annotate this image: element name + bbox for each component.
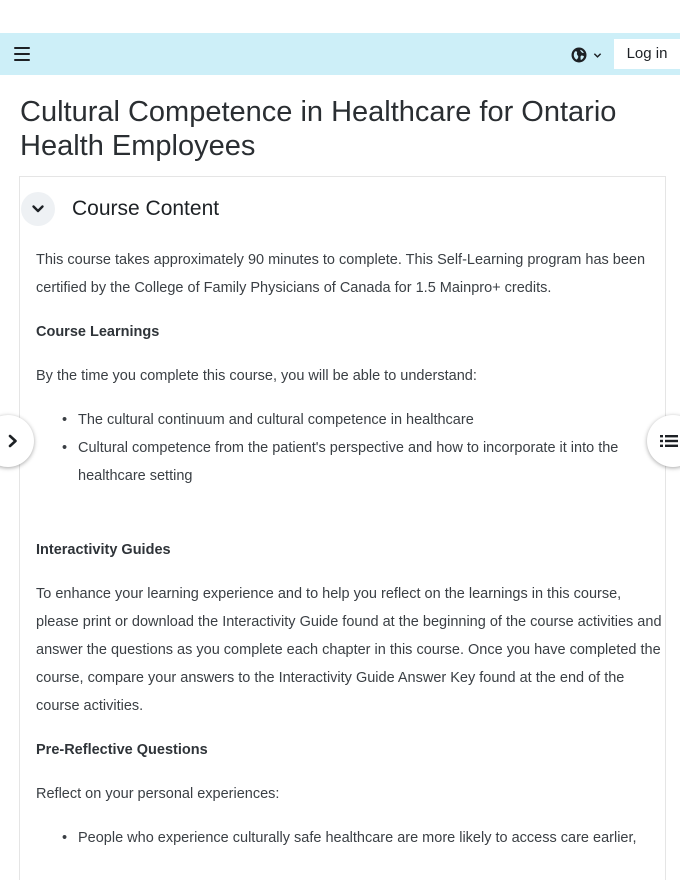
learnings-heading: Course Learnings (36, 324, 160, 340)
language-menu[interactable] (571, 45, 602, 65)
hamburger-icon[interactable] (14, 47, 30, 61)
globe-icon (571, 47, 587, 63)
list-item: • People who experience culturally safe healthcare are more likely to access care earlier, (78, 824, 666, 852)
collapse-section-button[interactable] (21, 192, 55, 226)
learnings-list (78, 406, 666, 490)
prereflective-heading: Pre-Reflective Questions (36, 742, 208, 758)
login-button[interactable]: Log in (614, 39, 680, 69)
section-summary (36, 246, 666, 852)
guides-heading: Interactivity Guides (36, 542, 171, 558)
list-icon (660, 434, 678, 448)
page-title: Cultural Competence in Healthcare for Ontario Health Employees (20, 96, 617, 162)
learnings-lead: By the time you complete this course, you will be able to understand: (36, 368, 477, 384)
list-item: • The cultural continuum and cultural competence in healthcare (78, 406, 666, 434)
prereflective-lead: Reflect on your personal experiences: (36, 786, 280, 802)
intro-text: This course takes approximately 90 minutes to complete. This Self-Learning program has been certified by the College of Family Physicians of Canada for 1.5 Mainpro+ credits. (36, 252, 646, 296)
top-navbar (0, 33, 680, 75)
chevron-down-icon (593, 51, 602, 60)
list-item: • Cultural competence from the patient's perspective and how to incorporate it into the healthcare setting (78, 434, 638, 490)
chevron-right-icon (7, 434, 19, 448)
guides-text: To enhance your learning experience and to help you reflect on the learnings in this course, please print or download the Interactivity Guide found at the beginning of the course activities and answer the questions as you complete each chapter in this course. Once you have completed the course, compare your answers to the Interactivity Guide Answer Key found at the end of the course activities. (36, 586, 662, 714)
prereflective-list (78, 824, 666, 852)
chevron-down-icon (31, 202, 45, 216)
section-title: Course Content (72, 197, 220, 220)
